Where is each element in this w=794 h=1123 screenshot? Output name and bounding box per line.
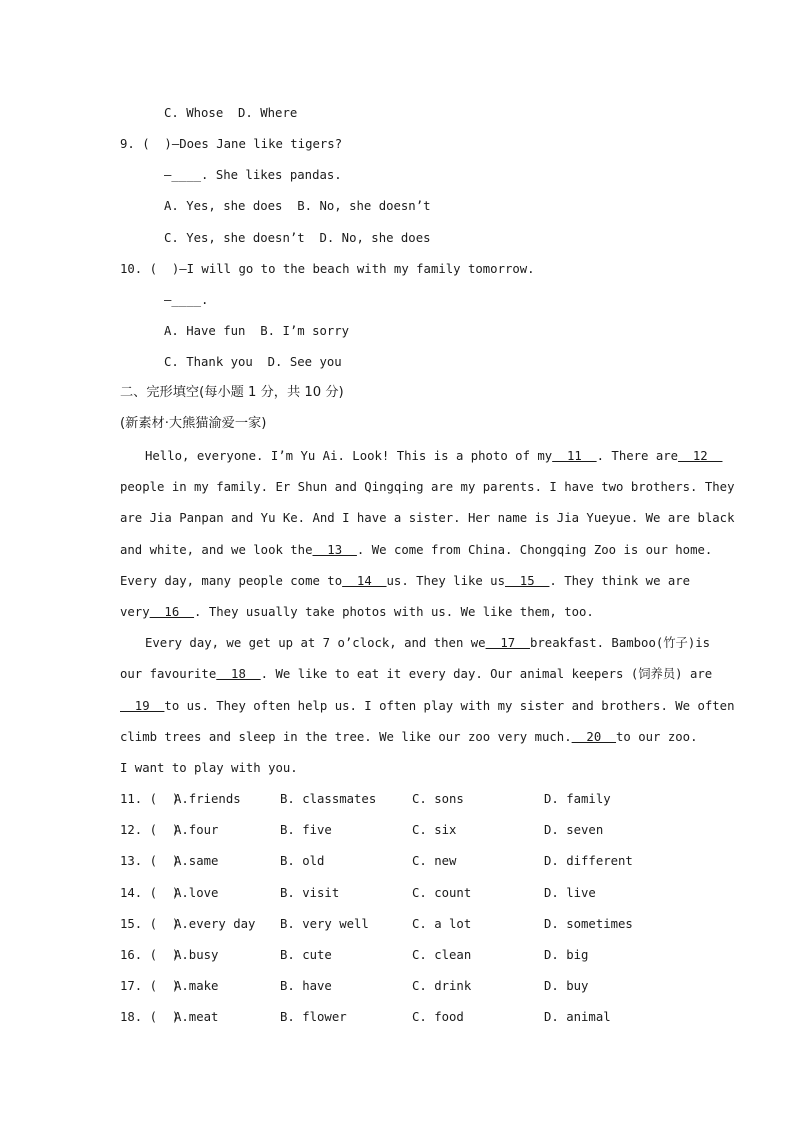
question-number: 16. ( ) <box>120 948 180 962</box>
option-c: C. six <box>412 823 457 838</box>
passage-text: to us. They often help us. I often play with my sister and brothers. We often <box>164 698 735 713</box>
passage-line <box>120 729 698 745</box>
section-title: 二、完形填空(每小题 1 分，共 10 分) <box>120 385 344 400</box>
option-c: C. food <box>412 1010 464 1025</box>
passage-text: . We come from China. Chongqing Zoo is our home. <box>356 542 713 557</box>
passage-text: Every day, many people come to <box>120 573 343 588</box>
passage-text: Hello, everyone. I’m Yu Ai. Look! This is a photo of my <box>145 449 553 463</box>
option-b: B. old <box>280 854 325 869</box>
option-c: C. a lot <box>412 916 472 931</box>
q9-options-cd: C. Yes, she doesn’t D. No, she does <box>164 231 431 245</box>
passage-line <box>120 666 713 682</box>
option-d: D. buy <box>544 979 589 994</box>
passage-line <box>120 573 691 589</box>
blank-18: 18 <box>216 667 261 682</box>
passage-line <box>120 510 735 526</box>
passage-text: climb trees and sleep in the tree. We like our zoo very much. <box>120 729 572 744</box>
question-number: 12. ( ) <box>120 823 180 838</box>
question-number: 13. ( ) <box>120 854 180 869</box>
passage-text: breakfast. Bamboo(竹子)is <box>529 636 711 651</box>
option-a: A.every day <box>174 916 256 931</box>
blank-14: 14 <box>342 573 387 588</box>
question-number: 15. ( ) <box>120 916 180 931</box>
option-d: D. sometimes <box>544 916 633 931</box>
option-d: D. live <box>544 885 596 900</box>
option-a: A.love <box>174 885 219 900</box>
section-subtitle: (新素材·大熊猫渝爱一家) <box>120 416 267 431</box>
passage-text: . They think we are <box>549 573 691 588</box>
blank-19: 19 <box>120 698 165 713</box>
option-a: A.friends <box>174 792 241 806</box>
passage-text: very <box>120 605 150 619</box>
option-a: A.make <box>174 979 219 994</box>
q8-options-cd: C. Whose D. Where <box>164 106 298 120</box>
passage-line <box>120 542 713 558</box>
passage-line <box>120 760 675 776</box>
blank-15: 15 <box>505 573 550 588</box>
q9-reply: —____. She likes pandas. <box>164 168 342 182</box>
option-d: D. seven <box>544 823 604 838</box>
passage-text: and white, and we look the <box>120 542 313 557</box>
blank-17: 17 <box>485 636 530 651</box>
option-b: B. cute <box>280 948 332 962</box>
passage-text: are Jia Panpan and Yu Ke. And I have a sister. Her name is Jia Yueyue. We are black <box>120 511 735 526</box>
option-a: A.same <box>174 854 219 869</box>
option-b: B. very well <box>280 916 369 931</box>
option-d: D. different <box>544 854 633 869</box>
option-a: A.meat <box>174 1010 219 1025</box>
q10-options-cd: C. Thank you D. See you <box>164 355 342 369</box>
option-b: B. classmates <box>280 792 377 806</box>
passage-text: our favourite <box>120 667 217 682</box>
q9-stem: 9. ( )—Does Jane like tigers? <box>120 137 343 151</box>
q10-reply: —____. <box>164 293 209 307</box>
option-b: B. five <box>280 823 332 838</box>
option-b: B. flower <box>280 1010 347 1025</box>
option-b: B. have <box>280 979 332 994</box>
passage-line <box>120 479 735 495</box>
option-d: D. family <box>544 792 611 806</box>
question-number: 11. ( ) <box>120 792 180 806</box>
option-c: C. sons <box>412 792 464 806</box>
passage-line <box>120 448 723 464</box>
option-d: D. animal <box>544 1010 611 1025</box>
blank-20: 20 <box>571 729 617 744</box>
question-number: 18. ( ) <box>120 1010 180 1025</box>
blank-12: 12 <box>678 449 723 463</box>
blank-16: 16 <box>149 605 195 619</box>
passage-line <box>120 604 675 620</box>
passage-line <box>120 635 711 651</box>
passage-text: people in my family. Er Shun and Qingqing are my parents. I have two brothers. They <box>120 480 735 495</box>
option-c: C. drink <box>412 979 472 994</box>
q10-stem: 10. ( )—I will go to the beach with my family tomorrow. <box>120 262 535 276</box>
option-c: C. count <box>412 885 472 900</box>
blank-11: 11 <box>552 449 597 463</box>
q9-options-ab: A. Yes, she does B. No, she doesn’t <box>164 199 431 213</box>
question-number: 14. ( ) <box>120 885 180 900</box>
passage-text: to our zoo. <box>616 729 698 744</box>
passage-line <box>120 698 735 714</box>
passage-text: . There are <box>596 449 679 463</box>
option-c: C. clean <box>412 948 472 962</box>
question-number: 17. ( ) <box>120 979 180 994</box>
option-d: D. big <box>544 948 589 962</box>
passage-text: Every day, we get up at 7 o’clock, and then we <box>145 636 486 651</box>
option-b: B. visit <box>280 885 340 900</box>
passage-text: . We like to eat it every day. Our animal keepers (饲养员) are <box>260 667 713 682</box>
option-c: C. new <box>412 854 457 869</box>
passage-text: I want to play with you. <box>120 761 298 775</box>
option-a: A.busy <box>174 948 219 962</box>
passage-text: . They usually take photos with us. We like them, too. <box>194 605 594 619</box>
q10-options-ab: A. Have fun B. I’m sorry <box>164 324 350 338</box>
option-a: A.four <box>174 823 219 838</box>
passage-text: us. They like us <box>386 573 505 588</box>
blank-13: 13 <box>312 542 357 557</box>
